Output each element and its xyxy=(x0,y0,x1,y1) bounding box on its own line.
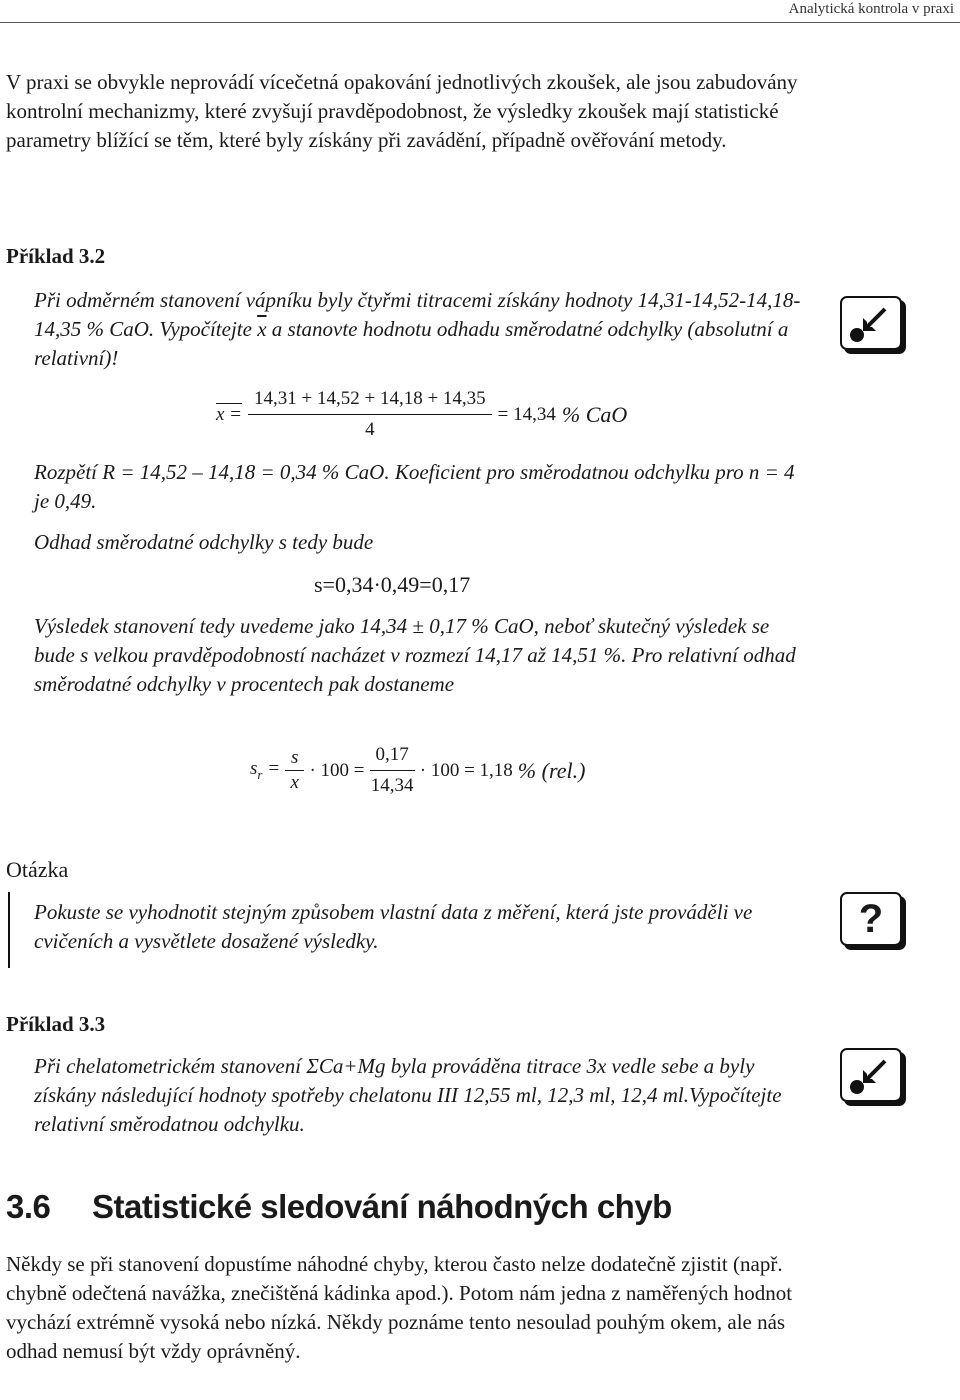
rel-frac1-num: s xyxy=(285,747,304,771)
std-dev-formula: s=0,34·0,49=0,17 xyxy=(314,572,471,597)
example-3-2-heading: Příklad 3.2 xyxy=(6,244,106,268)
rel-fraction-2 xyxy=(370,744,415,797)
estimate-paragraph: Odhad směrodatné odchylky s tedy bude xyxy=(34,530,374,554)
rel-lhs: $s_r$ = xyxy=(250,758,281,782)
mean-result: = 14,34 xyxy=(497,403,556,425)
mean-formula xyxy=(216,388,627,441)
rel-frac2-num: 0,17 xyxy=(370,744,415,771)
range-paragraph: Rozpětí R = 14,52 – 14,18 = 0,34 % CaO. Koeficient pro směrodatnou odchylku pro n = 4 je 0,49. xyxy=(34,460,795,513)
example-3-3-task: Při chelatometrickém stanovení ΣCa+Mg byla prováděna titrace 3x vedle sebe a byly získány následující hodnoty spotřeby chelatonu III 12,55 ml, 12,3 ml, 12,4 ml.Vypočítejte relativní směrodatnou odchylku. xyxy=(34,1054,782,1136)
mean-denominator: 4 xyxy=(365,419,375,440)
question-mark-glyph: ? xyxy=(858,897,884,941)
question-mark-icon xyxy=(840,892,902,946)
intro-paragraph: V praxi se obvykle neprovádí vícečetná opakování jednotlivých zkoušek, ale jsou zabudovány kontrolní mechanizmy, které zvyšují pravděpodobnost, že výsledky zkoušek mají statistické parametry blížící se těm, které byly získány při zavádění, případně ověřování metody. xyxy=(6,70,798,152)
pencil-write-icon xyxy=(840,296,902,350)
pencil-write-icon xyxy=(840,1048,902,1102)
mean-fraction xyxy=(248,388,492,441)
section-number: 3.6 xyxy=(6,1188,51,1225)
task-text-2: a stanovte hodnotu odhadu směrodatné odchylky (absolutní a relativní)! xyxy=(34,317,789,370)
relative-std-formula xyxy=(250,744,585,797)
task-text-1: Při odměrném stanovení vápníku byly čtyřmi titracemi získány hodnoty 14,31-14,52-14,18-14,35 % CaO. Vypočítejte xyxy=(34,288,801,341)
mean-formula-lhs: x = xyxy=(216,403,243,425)
running-header-title: Analytická kontrola v praxi xyxy=(788,1,954,17)
x-bar-symbol: $\overline{x}$ xyxy=(257,317,267,341)
question-text: Pokuste se vyhodnotit stejným způsobem vlastní data z měření, která jste prováděli ve cvičeních a vysvětlete dosažené výsledky. xyxy=(34,900,753,953)
section-title: Statistické sledování náhodných chyb xyxy=(92,1188,672,1225)
rel-lhs-symbol: s xyxy=(250,758,258,780)
rel-mult-1: · 100 = xyxy=(309,759,365,781)
question-margin-bar xyxy=(8,892,10,968)
rel-fraction-1 xyxy=(285,747,304,794)
mean-unit: % CaO xyxy=(561,401,628,427)
section-paragraph: Někdy se při stanovení dopustíme náhodné chyby, kterou často nelze dodatečně zjistit (např. chybně odečtená navážka, znečištěná kádinka apod.). Potom nám jedna z naměřených hodnot vychází extrémně vysoká nebo nízká. Někdy poznáme tento nesoulad pouhým okem, ale nás odhad nemusí být vždy oprávněný. xyxy=(6,1252,793,1363)
rel-mult-2: · 100 = 1,18 xyxy=(419,759,513,781)
example-3-3-heading: Příklad 3.3 xyxy=(6,1012,106,1036)
rel-frac2-den: 14,34 xyxy=(370,775,414,796)
example-3-2-task xyxy=(34,286,810,373)
result-paragraph: Výsledek stanovení tedy uvedeme jako 14,34 ± 0,17 % CaO, neboť skutečný výsledek se bude s velkou pravděpodobností nacházet v rozmezí 14,17 až 14,51 %. Pro relativní odhad směrodatné odchylky v procentech pak dostaneme xyxy=(34,614,796,696)
rel-unit: % (rel.) xyxy=(517,757,586,783)
rel-frac1-den: x xyxy=(290,772,299,793)
mean-numerator: 14,31 + 14,52 + 14,18 + 14,35 xyxy=(248,388,492,415)
question-heading: Otázka xyxy=(6,857,69,882)
rel-lhs-subscript: r xyxy=(257,766,263,782)
